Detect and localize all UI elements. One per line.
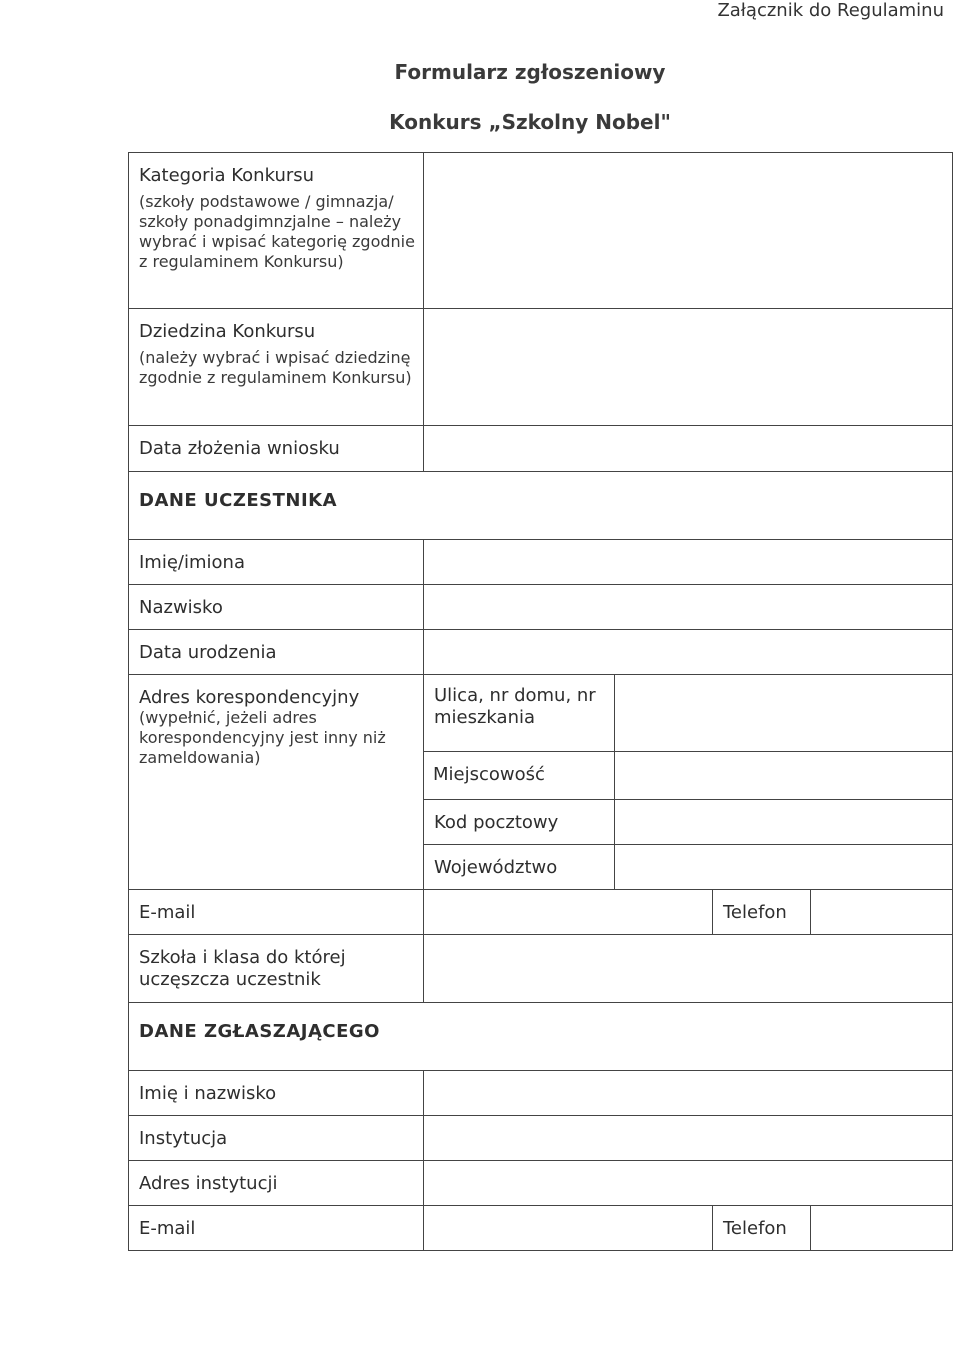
participant-phone-input[interactable] (811, 890, 953, 935)
application-form-table (128, 152, 953, 1251)
voivodeship-label: Województwo (434, 857, 558, 878)
category-input[interactable] (424, 153, 953, 309)
address-label-cell (129, 675, 424, 890)
submitter-section-cell (129, 1003, 953, 1071)
birth-date-label: Data urodzenia (139, 642, 277, 663)
birth-date-label-cell (129, 630, 424, 675)
participant-section-heading: DANE UCZESTNIKA (139, 490, 338, 511)
category-label-cell (129, 153, 424, 309)
participant-email-label-cell (129, 890, 424, 935)
surname-input[interactable] (424, 585, 953, 630)
voivodeship-input[interactable] (615, 845, 953, 890)
school-label-cell (129, 935, 424, 1003)
address-label: Adres korespondencyjny (139, 687, 360, 708)
submitter-email-label-cell (129, 1206, 424, 1251)
category-hint: (szkoły podstawowe / gimnazja/ szkoły ponadgimnzjalne – należy wybrać i wpisać kategorię zgodnie z regulaminem Konkursu) (139, 192, 415, 271)
field-input[interactable] (424, 309, 953, 426)
school-input[interactable] (424, 935, 953, 1003)
first-names-input[interactable] (424, 540, 953, 585)
participant-phone-label: Telefon (723, 902, 787, 923)
submission-date-input[interactable] (424, 426, 953, 472)
category-label: Kategoria Konkursu (139, 165, 315, 186)
birth-date-input[interactable] (424, 630, 953, 675)
submitter-email-label: E-mail (139, 1218, 196, 1239)
participant-phone-label-cell (713, 890, 811, 935)
postal-code-label-cell (424, 800, 615, 845)
city-divider (614, 751, 952, 752)
first-names-label: Imię/imiona (139, 552, 245, 573)
voivodeship-label-cell (424, 845, 615, 890)
submitter-phone-label-cell (713, 1206, 811, 1251)
address-hint: (wypełnić, jeżeli adres korespondencyjny jest inny niż zameldowania) (139, 708, 386, 767)
participant-section-cell (129, 472, 953, 540)
surname-label-cell (129, 585, 424, 630)
attachment-label: Załącznik do Regulaminu (717, 0, 944, 21)
postal-code-label: Kod pocztowy (434, 812, 559, 833)
form-title: Formularz zgłoszeniowy (394, 60, 666, 84)
submitter-name-label-cell (129, 1071, 424, 1116)
street-label: Ulica, nr domu, nr mieszkania (434, 685, 596, 728)
field-label: Dziedzina Konkursu (139, 321, 316, 342)
school-label: Szkoła i klasa do której uczęszcza uczestnik (139, 947, 346, 990)
submitter-section-heading: DANE ZGŁASZAJĄCEGO (139, 1021, 380, 1042)
institution-address-input[interactable] (424, 1161, 953, 1206)
city-label: Miejscowość (423, 751, 614, 796)
submitter-name-input[interactable] (424, 1071, 953, 1116)
field-hint: (należy wybrać i wpisać dziedzinę zgodnie z regulaminem Konkursu) (139, 348, 412, 387)
institution-label: Instytucja (139, 1128, 228, 1149)
institution-input[interactable] (424, 1116, 953, 1161)
institution-label-cell (129, 1116, 424, 1161)
submitter-phone-input[interactable] (811, 1206, 953, 1251)
first-names-label-cell (129, 540, 424, 585)
submitter-name-label: Imię i nazwisko (139, 1083, 277, 1104)
submitter-phone-label: Telefon (723, 1218, 787, 1239)
submission-date-label-cell (129, 426, 424, 472)
surname-label: Nazwisko (139, 597, 223, 618)
institution-address-label-cell (129, 1161, 424, 1206)
institution-address-label: Adres instytucji (139, 1173, 278, 1194)
participant-email-input[interactable] (424, 890, 713, 935)
submitter-email-input[interactable] (424, 1206, 713, 1251)
street-input[interactable] (615, 675, 953, 800)
field-label-cell (129, 309, 424, 426)
submission-date-label: Data złożenia wniosku (139, 438, 340, 459)
form-subtitle: Konkurs „Szkolny Nobel" (389, 110, 671, 134)
postal-code-input[interactable] (615, 800, 953, 845)
participant-email-label: E-mail (139, 902, 196, 923)
